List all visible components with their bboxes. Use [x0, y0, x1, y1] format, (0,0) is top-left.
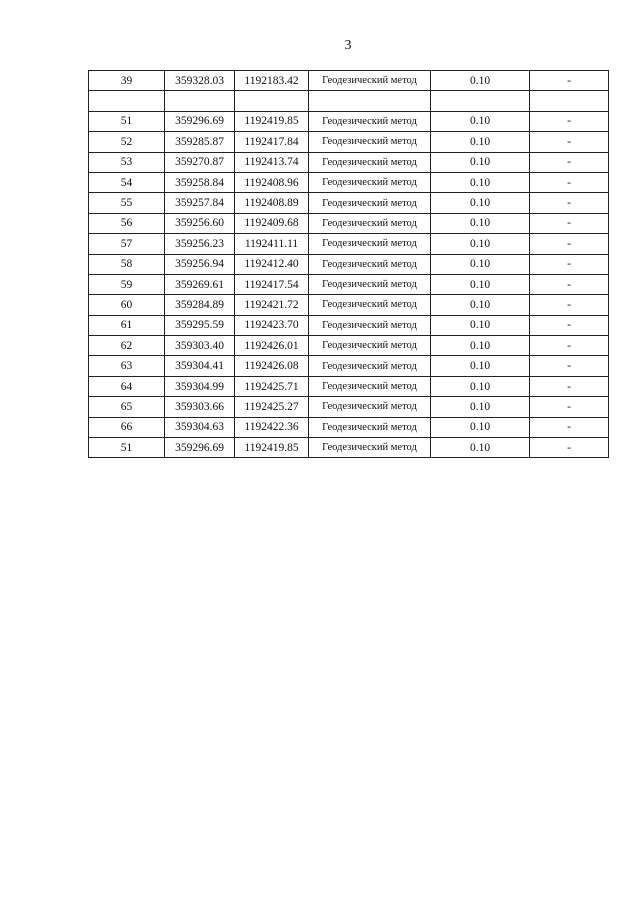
- table-row: [89, 172, 609, 192]
- point-number-cell: 60: [89, 295, 165, 315]
- method-cell: Геодезический метод: [309, 376, 431, 396]
- note-cell: -: [530, 376, 609, 396]
- x-coordinate-cell: 359328.03: [165, 71, 235, 91]
- accuracy-cell: 0.10: [431, 295, 530, 315]
- accuracy-cell: 0.10: [431, 417, 530, 437]
- table-row: [89, 111, 609, 131]
- method-cell: Геодезический метод: [309, 213, 431, 233]
- note-cell: -: [530, 438, 609, 458]
- point-number-cell: 63: [89, 356, 165, 376]
- accuracy-cell: 0.10: [431, 132, 530, 152]
- table-row: [89, 193, 609, 213]
- table-row: [89, 397, 609, 417]
- accuracy-cell: 0.10: [431, 111, 530, 131]
- method-cell: Геодезический метод: [309, 254, 431, 274]
- accuracy-cell: 0.10: [431, 397, 530, 417]
- y-coordinate-cell: 1192419.85: [235, 438, 309, 458]
- accuracy-cell: 0.10: [431, 213, 530, 233]
- x-coordinate-cell: 359295.59: [165, 315, 235, 335]
- x-coordinate-cell: 359258.84: [165, 172, 235, 192]
- y-coordinate-cell: 1192417.84: [235, 132, 309, 152]
- method-cell: [309, 91, 431, 111]
- x-coordinate-cell: 359269.61: [165, 274, 235, 294]
- note-cell: [530, 91, 609, 111]
- point-number-cell: 65: [89, 397, 165, 417]
- method-cell: Геодезический метод: [309, 111, 431, 131]
- y-coordinate-cell: 1192421.72: [235, 295, 309, 315]
- note-cell: -: [530, 152, 609, 172]
- point-number-cell: 59: [89, 274, 165, 294]
- x-coordinate-cell: 359303.66: [165, 397, 235, 417]
- page-number: 3: [344, 38, 352, 53]
- method-cell: Геодезический метод: [309, 132, 431, 152]
- point-number-cell: 51: [89, 438, 165, 458]
- point-number-cell: 64: [89, 376, 165, 396]
- accuracy-cell: 0.10: [431, 315, 530, 335]
- table-row: [89, 132, 609, 152]
- note-cell: -: [530, 234, 609, 254]
- point-number-cell: 66: [89, 417, 165, 437]
- accuracy-cell: 0.10: [431, 234, 530, 254]
- y-coordinate-cell: 1192412.40: [235, 254, 309, 274]
- y-coordinate-cell: 1192419.85: [235, 111, 309, 131]
- point-number-cell: 58: [89, 254, 165, 274]
- method-cell: Геодезический метод: [309, 274, 431, 294]
- table-row: [89, 356, 609, 376]
- accuracy-cell: 0.10: [431, 438, 530, 458]
- x-coordinate-cell: [165, 91, 235, 111]
- table-row: [89, 315, 609, 335]
- x-coordinate-cell: 359284.89: [165, 295, 235, 315]
- table-row: [89, 417, 609, 437]
- y-coordinate-cell: 1192422.36: [235, 417, 309, 437]
- note-cell: -: [530, 213, 609, 233]
- note-cell: -: [530, 71, 609, 91]
- point-number-cell: 55: [89, 193, 165, 213]
- note-cell: -: [530, 397, 609, 417]
- x-coordinate-cell: 359256.23: [165, 234, 235, 254]
- note-cell: -: [530, 193, 609, 213]
- y-coordinate-cell: 1192413.74: [235, 152, 309, 172]
- method-cell: Геодезический метод: [309, 172, 431, 192]
- x-coordinate-cell: 359303.40: [165, 336, 235, 356]
- table-row: [89, 71, 609, 91]
- method-cell: Геодезический метод: [309, 234, 431, 254]
- x-coordinate-cell: 359304.41: [165, 356, 235, 376]
- table-row: [89, 254, 609, 274]
- y-coordinate-cell: 1192423.70: [235, 315, 309, 335]
- table-row: [89, 234, 609, 254]
- y-coordinate-cell: 1192408.89: [235, 193, 309, 213]
- point-number-cell: [89, 91, 165, 111]
- table-row: [89, 295, 609, 315]
- table-row: [89, 91, 609, 111]
- point-number-cell: 61: [89, 315, 165, 335]
- accuracy-cell: 0.10: [431, 356, 530, 376]
- method-cell: Геодезический метод: [309, 336, 431, 356]
- accuracy-cell: 0.10: [431, 254, 530, 274]
- method-cell: Геодезический метод: [309, 438, 431, 458]
- y-coordinate-cell: 1192408.96: [235, 172, 309, 192]
- method-cell: Геодезический метод: [309, 193, 431, 213]
- point-number-cell: 54: [89, 172, 165, 192]
- table-row: [89, 274, 609, 294]
- method-cell: Геодезический метод: [309, 315, 431, 335]
- accuracy-cell: 0.10: [431, 376, 530, 396]
- note-cell: -: [530, 274, 609, 294]
- y-coordinate-cell: [235, 91, 309, 111]
- note-cell: -: [530, 254, 609, 274]
- x-coordinate-cell: 359304.63: [165, 417, 235, 437]
- table-row: [89, 213, 609, 233]
- x-coordinate-cell: 359257.84: [165, 193, 235, 213]
- point-number-cell: 62: [89, 336, 165, 356]
- accuracy-cell: 0.10: [431, 274, 530, 294]
- method-cell: Геодезический метод: [309, 417, 431, 437]
- y-coordinate-cell: 1192417.54: [235, 274, 309, 294]
- table-row: [89, 152, 609, 172]
- y-coordinate-cell: 1192426.01: [235, 336, 309, 356]
- table-body: [89, 71, 609, 458]
- x-coordinate-cell: 359296.69: [165, 111, 235, 131]
- note-cell: -: [530, 295, 609, 315]
- point-number-cell: 53: [89, 152, 165, 172]
- method-cell: Геодезический метод: [309, 397, 431, 417]
- point-number-cell: 52: [89, 132, 165, 152]
- note-cell: -: [530, 172, 609, 192]
- y-coordinate-cell: 1192183.42: [235, 71, 309, 91]
- accuracy-cell: [431, 91, 530, 111]
- method-cell: Геодезический метод: [309, 295, 431, 315]
- note-cell: -: [530, 315, 609, 335]
- note-cell: -: [530, 111, 609, 131]
- accuracy-cell: 0.10: [431, 336, 530, 356]
- accuracy-cell: 0.10: [431, 172, 530, 192]
- note-cell: -: [530, 336, 609, 356]
- y-coordinate-cell: 1192411.11: [235, 234, 309, 254]
- y-coordinate-cell: 1192425.71: [235, 376, 309, 396]
- y-coordinate-cell: 1192425.27: [235, 397, 309, 417]
- accuracy-cell: 0.10: [431, 71, 530, 91]
- y-coordinate-cell: 1192409.68: [235, 213, 309, 233]
- table-row: [89, 438, 609, 458]
- point-number-cell: 56: [89, 213, 165, 233]
- x-coordinate-cell: 359256.60: [165, 213, 235, 233]
- point-number-cell: 57: [89, 234, 165, 254]
- x-coordinate-cell: 359270.87: [165, 152, 235, 172]
- note-cell: -: [530, 417, 609, 437]
- note-cell: -: [530, 356, 609, 376]
- note-cell: -: [530, 132, 609, 152]
- table-row: [89, 376, 609, 396]
- x-coordinate-cell: 359296.69: [165, 438, 235, 458]
- point-number-cell: 39: [89, 71, 165, 91]
- accuracy-cell: 0.10: [431, 152, 530, 172]
- table-row: [89, 336, 609, 356]
- method-cell: Геодезический метод: [309, 356, 431, 376]
- x-coordinate-cell: 359285.87: [165, 132, 235, 152]
- point-number-cell: 51: [89, 111, 165, 131]
- y-coordinate-cell: 1192426.08: [235, 356, 309, 376]
- method-cell: Геодезический метод: [309, 152, 431, 172]
- x-coordinate-cell: 359256.94: [165, 254, 235, 274]
- coordinates-table: [88, 70, 609, 458]
- x-coordinate-cell: 359304.99: [165, 376, 235, 396]
- method-cell: Геодезический метод: [309, 71, 431, 91]
- accuracy-cell: 0.10: [431, 193, 530, 213]
